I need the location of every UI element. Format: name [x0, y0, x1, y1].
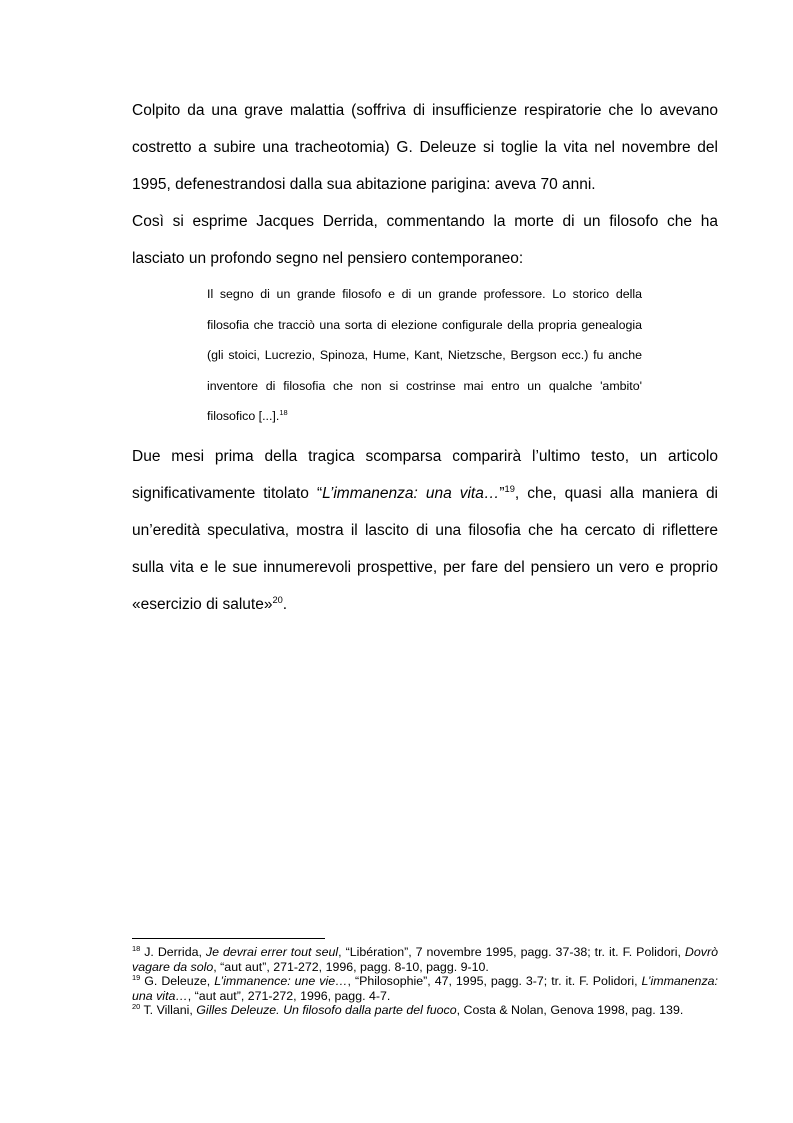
footnote-19 [132, 974, 718, 1003]
footnote-text: , Costa & Nolan, Genova 1998, pag. 139. [456, 1003, 684, 1018]
paragraph-last-text-a: Due mesi prima della tragica scomparsa comparirà l’ultimo testo, un articolo significativamente titolato “ [132, 447, 718, 502]
footnote-text: T. Villani, [140, 1003, 197, 1018]
footnote-number: 19 [132, 973, 141, 983]
footnote-text: , “aut aut”, 271-272, 1996, pagg. 4-7. [187, 988, 391, 1003]
footnote-separator [132, 938, 325, 939]
paragraph-last-text [132, 438, 718, 623]
footnote-text: , “Philosophie”, 47, 1995, pagg. 3-7; tr. it. F. Polidori, [347, 974, 642, 989]
footnotes [132, 945, 718, 1018]
paragraph-last-text-c: , che, quasi alla maniera di un’eredità speculativa, mostra il lascito di una filosofia che ha cercato di riflettere sulla vita e le sue innumerevoli prospettive, per fare del pensiero un vero e proprio «esercizio di salute» [132, 484, 719, 613]
footnote-18 [132, 945, 718, 974]
footnote-text: J. Derrida, [140, 945, 206, 959]
footnote-title: Je devrai errer tout seul [205, 945, 339, 959]
paragraph-end: . [282, 595, 288, 613]
article-title: L’immanenza: una vita… [322, 484, 500, 502]
closing-quote: ” [499, 484, 505, 502]
footnote-20 [132, 1003, 718, 1018]
footnote-ref-20: 20 [272, 594, 283, 605]
body-text [132, 92, 718, 623]
footnote-title: Dovrò vagare da solo [132, 945, 718, 974]
block-quote [207, 277, 642, 438]
footnote-title: L’immanence: une vie… [214, 974, 348, 989]
footnote-text: , “Libération”, 7 novembre 1995, pagg. 37-38; tr. it. F. Polidori, [338, 945, 685, 959]
quote-text: Il segno di un grande filosofo e di un grande professore. Lo storico della filosofia che tracciò una sorta di elezione configurale della propria genealogia (gli stoici, Lucrezio, Spinoza, Hume, Kant, Nietzsche, Bergson ecc.) fu anche inventore di filosofia che non si costrinse mai entro un qualche 'ambito' filosofico [...]. [207, 287, 642, 423]
footnote-text: , “aut aut”, 271-272, 1996, pagg. 8-10, pagg. 9-10. [213, 959, 489, 974]
footnote-title: L’immanenza: una vita… [132, 974, 718, 1003]
footnote-number: 20 [132, 1002, 141, 1012]
footnote-ref-19: 19 [504, 483, 515, 494]
footnote-ref-18: 18 [279, 407, 288, 417]
footnote-title: Gilles Deleuze. Un filosofo dalla parte del fuoco [196, 1003, 457, 1018]
footnote-text: G. Deleuze, [140, 974, 215, 989]
paragraph-derrida-intro: Così si esprime Jacques Derrida, commentando la morte di un filosofo che ha lasciato un profondo segno nel pensiero contemporaneo: [132, 213, 718, 267]
paragraph-illness: Colpito da una grave malattia (soffriva di insufficienze respiratorie che lo avevano costretto a subire una tracheotomia) G. Deleuze si toglie la vita nel novembre del 1995, defenestrandosi dalla sua abitazione parigina: aveva 70 anni. [132, 102, 718, 193]
footnote-number: 18 [132, 943, 141, 953]
